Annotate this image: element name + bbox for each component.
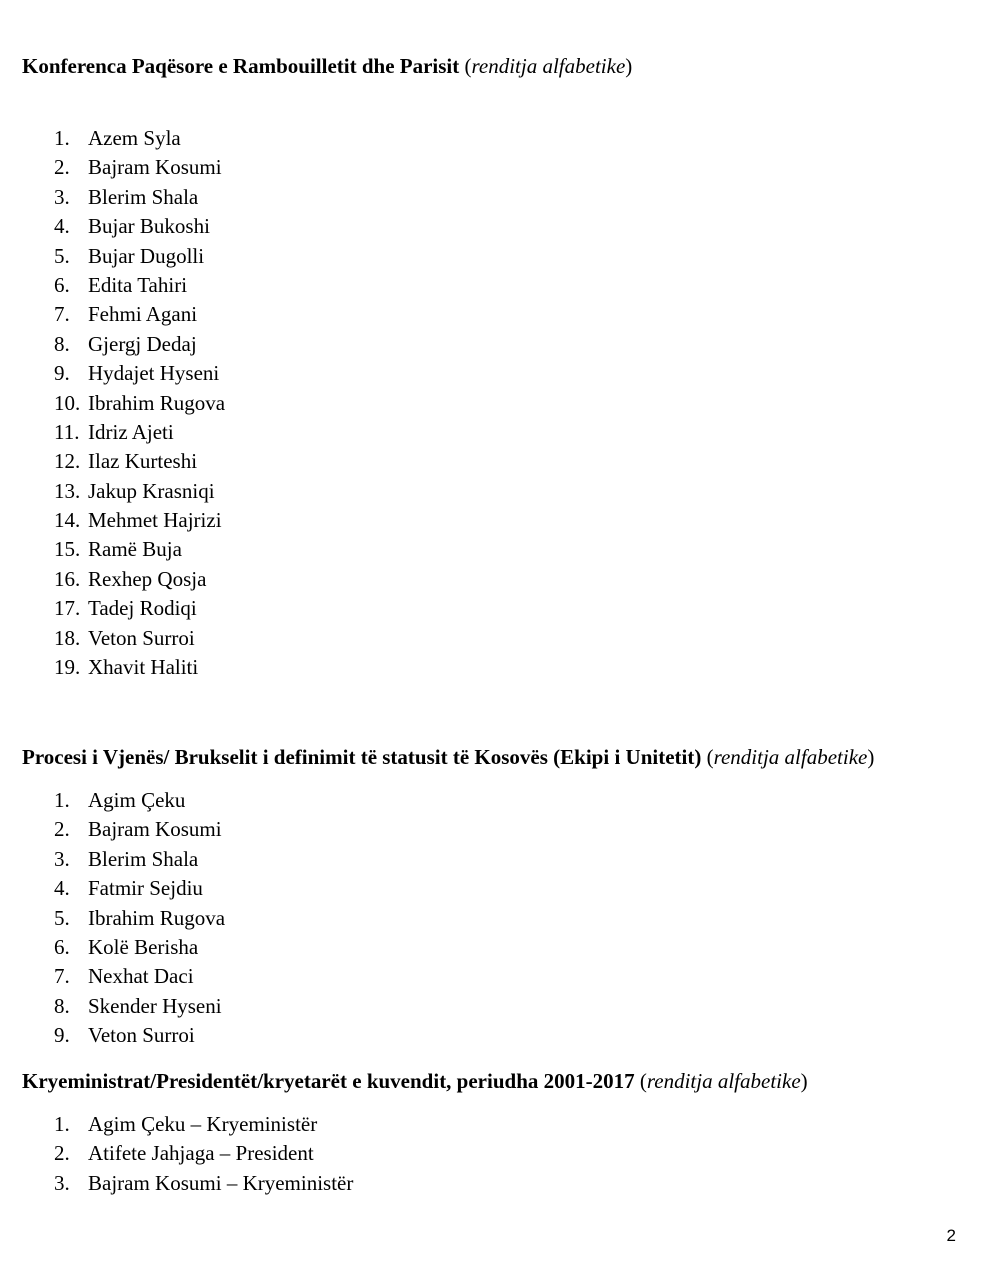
section-title: Konferenca Paqësore e Rambouilletit dhe Parisit: [22, 54, 460, 78]
section-note: renditja alfabetike: [713, 745, 868, 769]
section-note: renditja alfabetike: [471, 54, 626, 78]
section-heading: Procesi i Vjenës/ Brukselit i definimit të statusit të Kosovës (Ekipi i Unitetit) (renditja alfabetike): [22, 745, 875, 769]
section-title: Kryeministrat/Presidentët/kryetarët e kuvendit, periudha 2001-2017: [22, 1069, 635, 1093]
section-note: renditja alfabetike: [646, 1069, 801, 1093]
section-heading: Konferenca Paqësore e Rambouilletit dhe Parisit (renditja alfabetike): [22, 54, 633, 78]
page-number: 2: [946, 1226, 956, 1245]
section-title: Procesi i Vjenës/ Brukselit i definimit të statusit të Kosovës (Ekipi i Unitetit): [22, 745, 702, 769]
section-heading: Kryeministrat/Presidentët/kryetarët e kuvendit, periudha 2001-2017 (renditja alfabetike): [22, 1069, 808, 1093]
